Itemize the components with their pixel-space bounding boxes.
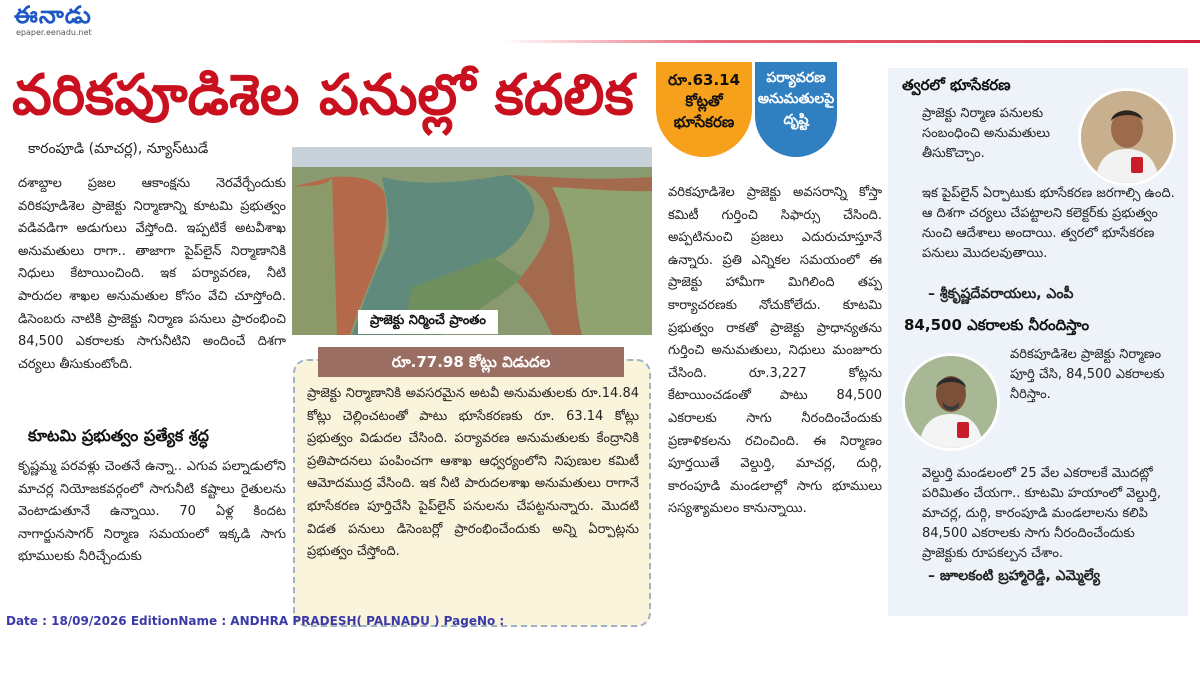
portrait-illustration bbox=[905, 356, 997, 448]
portrait-illustration bbox=[1081, 91, 1173, 183]
gorge-illustration bbox=[292, 147, 652, 335]
quote1-heading: త్వరలో భూసేకరణ bbox=[902, 76, 1011, 94]
badge1-line: కోట్లతో bbox=[685, 92, 723, 110]
article-clipping bbox=[0, 48, 1200, 610]
quote1-part1: ప్రాజెక్టు నిర్మాణ పనులకు సంబంధించి అనుమతులు తీసుకొచ్చాం. bbox=[922, 106, 1051, 161]
quote2-part2: వెల్దుర్తి మండలంలో 25 వేల ఎకరాలకే మొదట్లో పరిమితం చేయగా.. కూటమి హయాంలో వెల్దుర్తి, మాచర్ల, దుర్గి, కారంపూడి మండలాలను కలిపి 84,500 ఎకరాలకు సాగు నీరందించేందుకు ప్రాజెక్టుకు రూపకల్పన చేశాం. bbox=[922, 466, 1161, 561]
edition-footer: Date : 18/09/2026 EditionName : ANDHRA PRADESH( PALNADU ) PageNo : bbox=[6, 614, 505, 628]
intro-paragraph: దశాబ్దాల ప్రజల ఆకాంక్షను నెరవేర్చేందుకు వరికపూడిశెల ప్రాజెక్టు నిర్మాణాన్ని కూటమి ప్రభుత్వం వడివడిగా అడుగులు వేస్తోంది. ఇప్పటికే అటవీశాఖ అనుమతులు రాగా.. తాజాగా పైప్‌లైన్ నిర్మాణానికి నిధులు కేటాయించింది. ఇక పర్యావరణ, నీటి పారుదల శాఖల అనుమతుల కోసం వేచి చూస్తోంది. డిసెంబరు నాటికి ప్రాజెక్టు నిర్మాణ పనులు ప్రారంభించి 84,500 ఎకరాలకు సాగునీటిని అందించే దిశగా చర్యలు తీసుకుంటోంది. bbox=[18, 176, 286, 372]
article-headline: వరికపూడిశెల పనుల్లో కదలిక bbox=[12, 63, 634, 128]
badge-land-acquisition bbox=[656, 62, 752, 157]
project-site-photo bbox=[292, 147, 652, 335]
release-box-title: రూ.77.98 కోట్లు విడుదల bbox=[318, 347, 624, 377]
eenadu-logo[interactable] bbox=[14, 2, 134, 40]
subhead-special-care: కూటమి ప్రభుత్వం ప్రత్యేక శ్రద్ధ bbox=[28, 426, 209, 445]
photo-caption: ప్రాజెక్టు నిర్మించే ప్రాంతం bbox=[358, 310, 498, 334]
badge1-line: భూసేకరణ bbox=[673, 113, 735, 131]
dateline: కారంపూడి (మాచర్ల), న్యూస్‌టుడే bbox=[28, 141, 209, 157]
quote2-heading: 84,500 ఎకరాలకు నీరందిస్తాం bbox=[904, 316, 1090, 334]
header-rule bbox=[500, 40, 1200, 43]
mp-portrait bbox=[1078, 88, 1176, 186]
quote1-part2: ఇక పైప్‌లైన్ ఏర్పాటుకు భూసేకరణ జరగాల్సి ఉంది. ఆ దిశగా చర్యలు చేపట్టాలని కలెక్టర్‌కు ప్రభుత్వం నుంచి ఆదేశాలు అందాయి. త్వరలో భూసేకరణ పనులు మొదలవుతాయి. bbox=[922, 186, 1175, 261]
badge2-line: అనుమతులపై bbox=[757, 91, 835, 107]
quote1-signature: – శ్రీకృష్ణదేవరాయలు, ఎంపీ bbox=[928, 286, 1074, 302]
quote2-signature: – జూలకంటి బ్రహ్మారెడ్డి, ఎమ్మెల్యే bbox=[928, 568, 1101, 584]
logo-subtitle: epaper.eenadu.net bbox=[16, 28, 92, 37]
badge2-line: పర్యావరణ bbox=[766, 70, 826, 86]
mla-portrait bbox=[902, 353, 1000, 451]
release-box-text: ప్రాజెక్టు నిర్మాణానికి అవసరమైన అటవీ అనుమతులకు రూ.14.84 కోట్లు చెల్లించటంతో పాటు భూసేకరణకు రూ. 63.14 కోట్లు ప్రభుత్వం విడుదల చేసింది. పర్యావరణ అనుమతులకు కేంద్రానికి ప్రతిపాదనలు పంపించగా ఆశాఖ ఆధ్వర్యంలోని నిపుణుల కమిటీ ఆమోదముద్ర వేసింది. ఇక నీటి పారుదలశాఖ అనుమతులు రాగానే భూసేకరణ పూర్తిచేసి పైప్‌లైన్ పనులను చేపట్టనున్నారు. మొదటి విడత పనులు డిసెంబర్లో ప్రారంభించేందుకు అన్ని ఏర్పాట్లను ప్రభుత్వం చేస్తోంది. bbox=[307, 386, 639, 560]
quote2-part1: వరికపూడిశెల ప్రాజెక్టు నిర్మాణం పూర్తి చేసి, 84,500 ఎకరాలకు నీరిస్తాం. bbox=[1010, 347, 1165, 402]
logo-text: ఈనాడు bbox=[14, 1, 92, 29]
badge-environment bbox=[755, 62, 837, 157]
badge1-line: రూ.63.14 bbox=[667, 71, 741, 89]
column-3-text: వరికపూడిశెల ప్రాజెక్టు అవసరాన్ని కోస్తా కమిటీ గుర్తించి సిఫార్సు చేసింది. అప్పటినుంచి ప్రజలు ఎదురుచూస్తూనే ఉన్నారు. ప్రతి ఎన్నికల సమయంలో ఈ ప్రాజెక్టు హామీగా మిగిలింది తప్ప కార్యాచరణకు నోచుకోలేదు. కూటమి ప్రభుత్వం రాకతో ప్రాజెక్టు ప్రాధాన్యతను గుర్తించి అనుమతులు, నిధులు మంజూరు చేసింది. రూ.3,227 కోట్లను కేటాయించడంతో పాటు 84,500 ఎకరాలకు సాగు నీరందించేందుకు ప్రణాళికలను రచించింది. ఈ నిర్మాణం పూర్తయితే వెల్దుర్తి, మాచర్ల, దుర్గి, కారంపూడి మండలాల్లో సాగు భూములు సస్యశ్యామలం కానున్నాయి. bbox=[668, 185, 882, 517]
badge2-line: దృష్టి bbox=[783, 112, 809, 128]
paragraph-2: కృష్ణమ్మ పరవళ్లు చెంతనే ఉన్నా.. ఎగువ పల్నాడులోని మాచర్ల నియోజకవర్గంలో సాగునీటి కష్టాలు రైతులను వెంటాడుతూనే ఉన్నాయి. 70 ఏళ్ల కిందట నాగార్జునసాగర్ నిర్మాణ సమయంలో ఇక్కడి సాగు భూములకు నీరిచ్చేందుకు bbox=[18, 459, 286, 565]
